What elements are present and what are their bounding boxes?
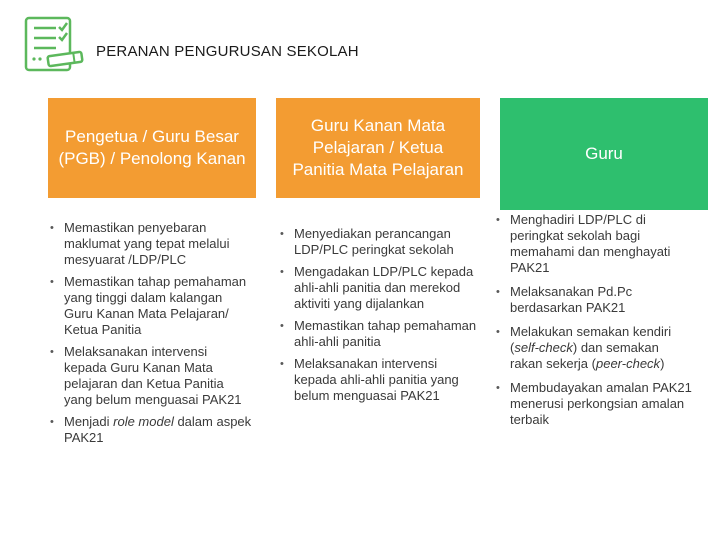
pgb-duties-list — [48, 220, 252, 452]
list-item: • Menyediakan perancangan LDP/PLC peringkat sekolah — [278, 226, 478, 258]
page-title: PERANAN PENGURUSAN SEKOLAH — [96, 43, 359, 60]
header-pgb-label: Pengetua / Guru Besar (PGB) / Penolong Kanan — [58, 127, 246, 168]
list-item: • Melakukan semakan kendiri (self-check) dan semakan rakan sekerja (peer-check) — [494, 324, 694, 372]
list-item: • Melaksanakan intervensi kepada Guru Kanan Mata pelajaran dan Ketua Panitia yang belum menguasai PAK21 — [48, 344, 252, 408]
list-item: • Memastikan tahap pemahaman yang tinggi dalam kalangan Guru Kanan Mata Pelajaran/ Ketua Panitia — [48, 274, 252, 338]
list-item: • Melaksanakan Pd.Pc berdasarkan PAK21 — [494, 284, 694, 316]
list-item: • Memastikan penyebaran maklumat yang tepat melalui mesyuarat /LDP/PLC — [48, 220, 252, 268]
header-guru-kanan-label: Guru Kanan Mata Pelajaran / Ketua Panitia Mata Pelajaran — [292, 116, 464, 179]
list-item: • Melaksanakan intervensi kepada ahli-ahli panitia yang belum menguasai PAK21 — [278, 356, 478, 404]
list-item: • Mengadakan LDP/PLC kepada ahli-ahli panitia dan merekod aktiviti yang dijalankan — [278, 264, 478, 312]
list-item: • Membudayakan amalan PAK21 menerusi perkongsian amalan terbaik — [494, 380, 694, 428]
header-guru-kanan — [276, 98, 480, 198]
header-guru — [500, 98, 708, 210]
list-item: • Menghadiri LDP/PLC di peringkat sekolah bagi memahami dan menghayati PAK21 — [494, 212, 694, 276]
header-guru-label: Guru — [585, 144, 623, 163]
guru-kanan-duties-list — [278, 226, 478, 410]
list-item: • Memastikan tahap pemahaman ahli-ahli panitia — [278, 318, 478, 350]
header-pgb — [48, 98, 256, 198]
checklist-clipboard-icon — [22, 14, 88, 76]
list-item: • Menjadi role model dalam aspek PAK21 — [48, 414, 252, 446]
guru-duties-list — [494, 212, 694, 436]
